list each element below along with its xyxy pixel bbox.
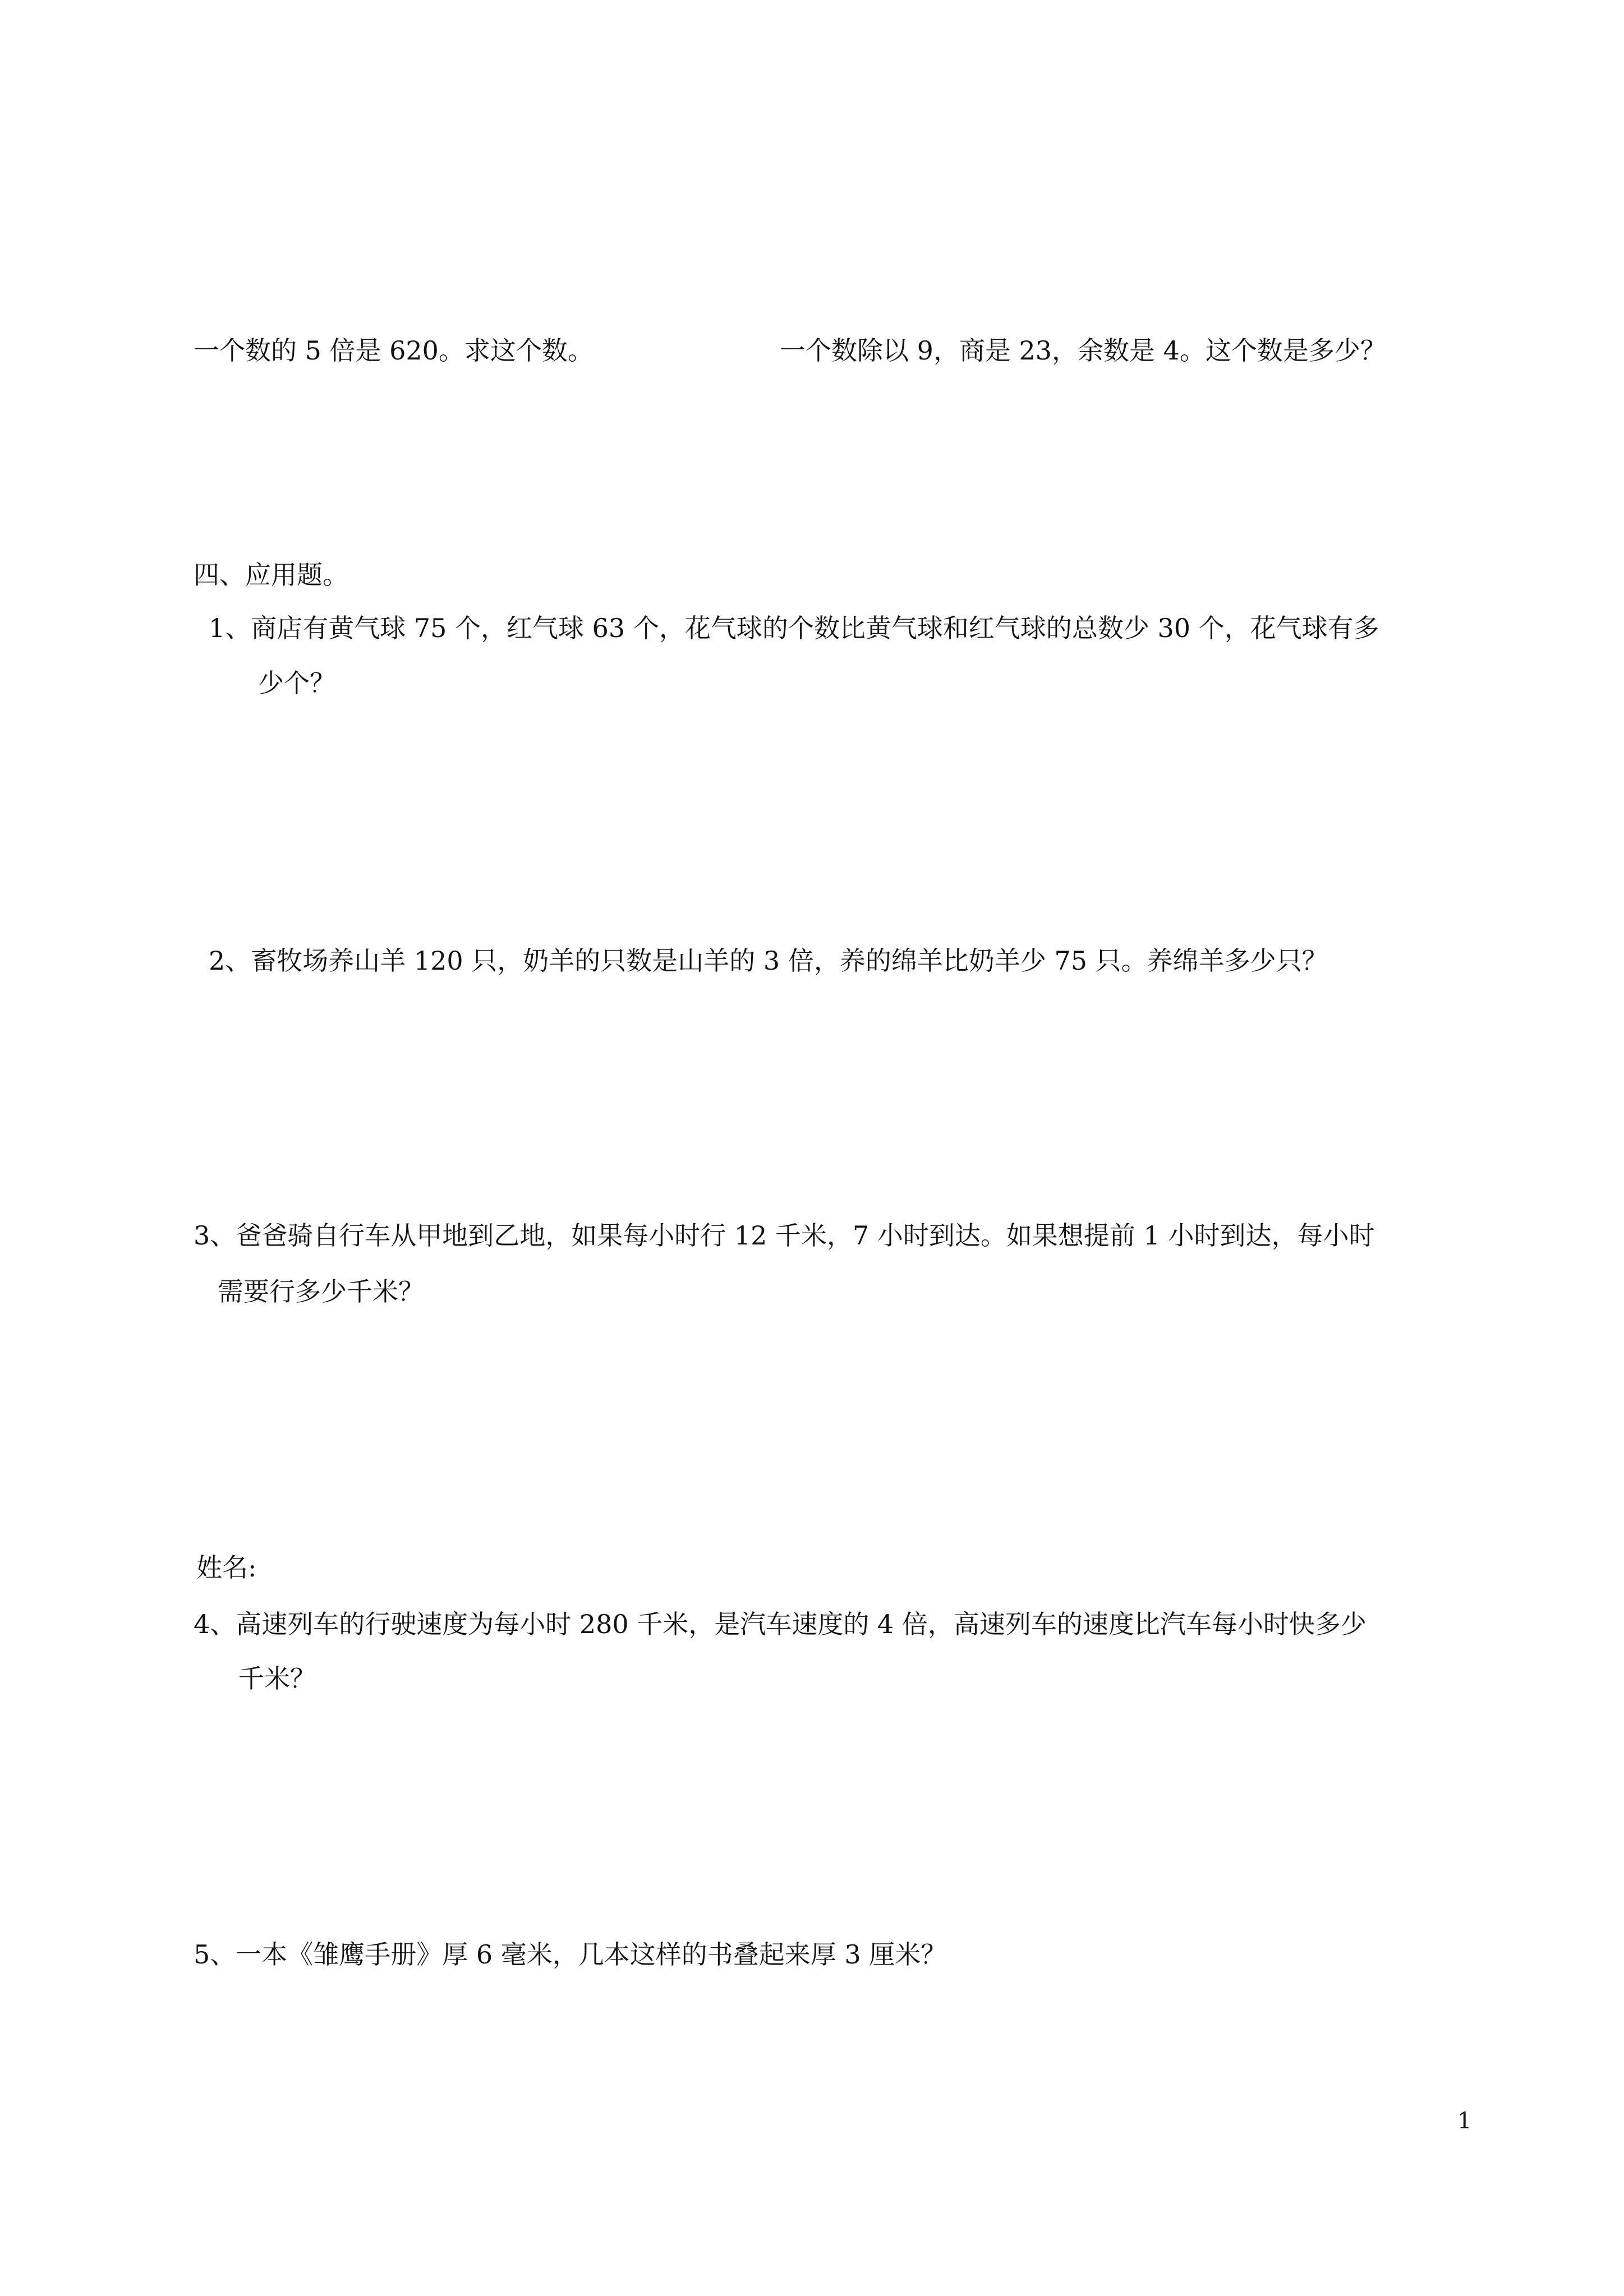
- question-4-line-2: 千米？: [238, 1663, 316, 1694]
- question-2-line-1: 2、畜牧场养山羊 120 只，奶羊的只数是山羊的 3 倍，养的绵羊比奶羊少 75 只。养绵羊多少只？: [209, 946, 1328, 976]
- question-3-line-1: 3、爸爸骑自行车从甲地到乙地，如果每小时行 12 千米，7 小时到达。如果想提前 1 小时到达，每小时: [194, 1220, 1375, 1251]
- top-problem-right: 一个数除以 9，商是 23，余数是 4。这个数是多少？: [780, 335, 1386, 366]
- question-5-line-1: 5、一本《雏鹰手册》厚 6 毫米，几本这样的书叠起来厚 3 厘米？: [194, 1939, 947, 1970]
- question-3-line-2: 需要行多少千米？: [218, 1276, 424, 1307]
- question-1-line-1: 1、商店有黄气球 75 个，红气球 63 个，花气球的个数比黄气球和红气球的总数少 30 个，花气球有多: [209, 613, 1379, 643]
- top-problem-left: 一个数的 5 倍是 620。求这个数。: [194, 335, 594, 366]
- question-1-line-2: 少个？: [258, 668, 335, 698]
- name-label: 姓名:: [196, 1552, 257, 1583]
- section-title: 四、应用题。: [194, 560, 348, 590]
- question-4-line-1: 4、高速列车的行驶速度为每小时 280 千米，是汽车速度的 4 倍，高速列车的速度比汽车每小时快多少: [194, 1609, 1367, 1639]
- page-number: 1: [1457, 2108, 1472, 2134]
